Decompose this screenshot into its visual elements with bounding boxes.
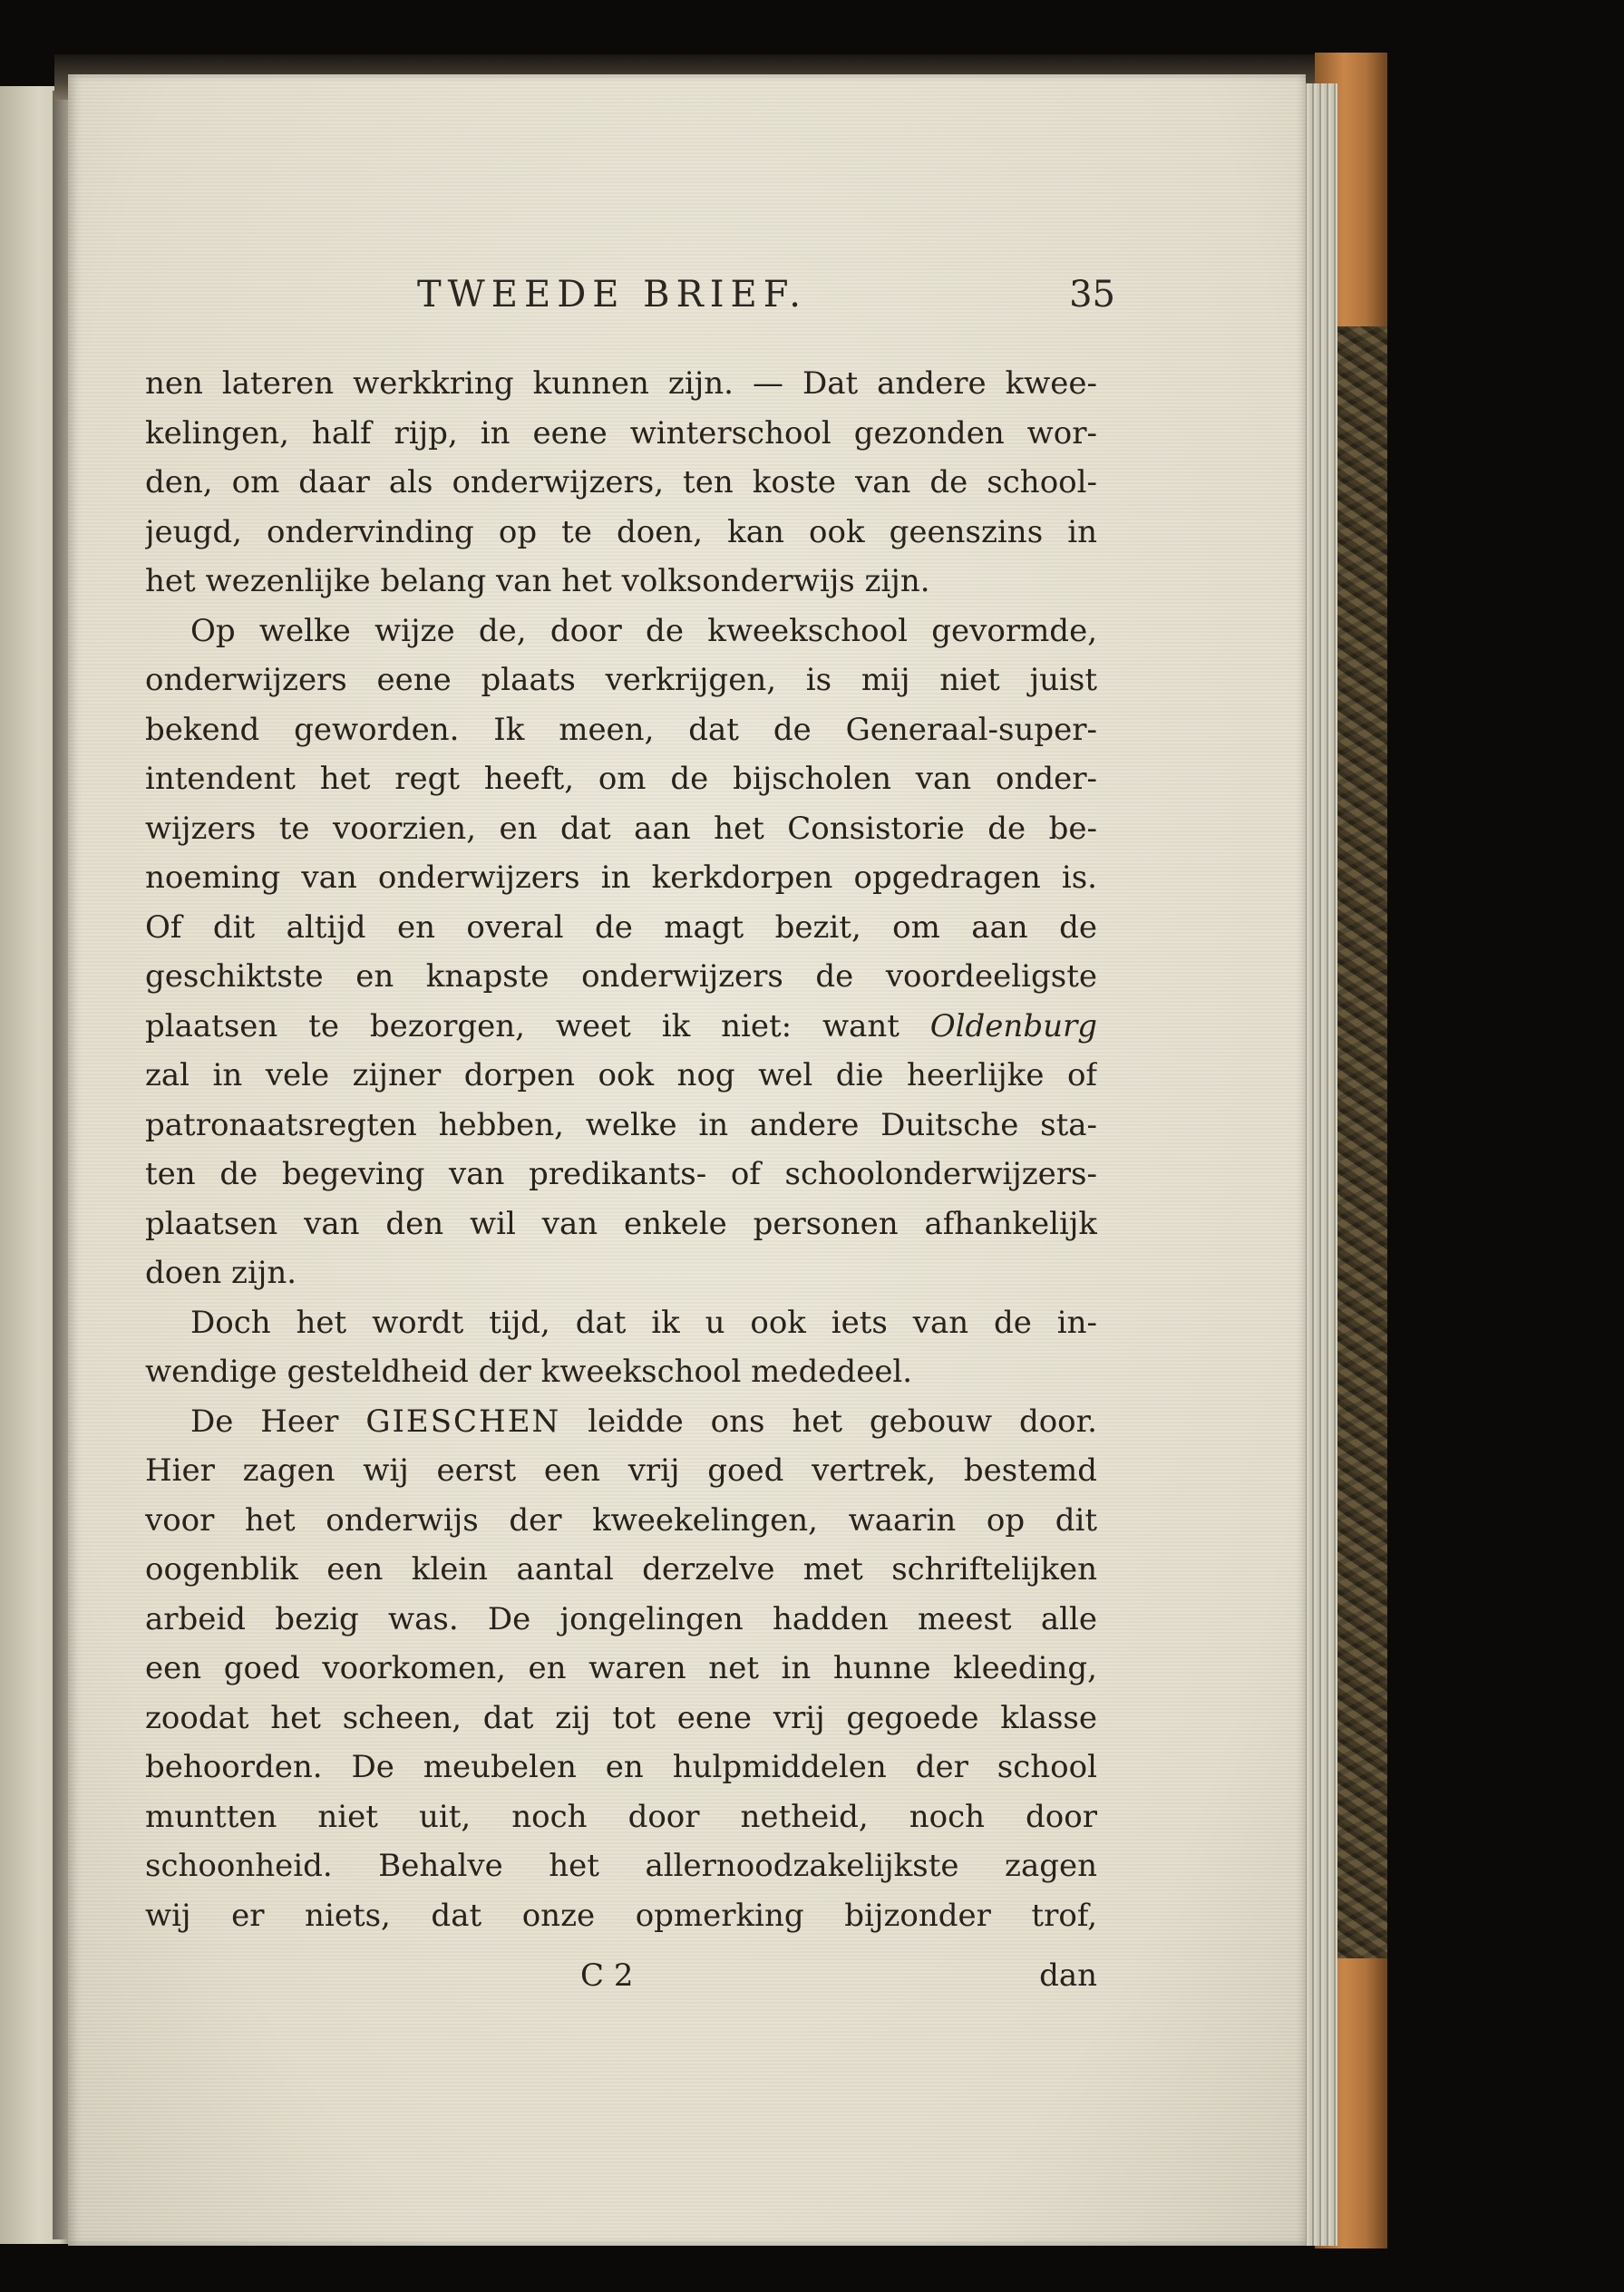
text-line: Doch het wordt tijd, dat ik u ook iets van de in- [190, 1304, 1097, 1341]
text-line: den, om daar als onderwijzers, ten koste van de school- [145, 464, 1097, 500]
text-line: onderwijzers eene plaats verkrijgen, is mij niet juist [145, 662, 1097, 698]
text-line: bekend geworden. Ik meen, dat de Generaal-super- [145, 711, 1097, 748]
page-footer [145, 1951, 1097, 2000]
page-number: 35 [1069, 274, 1115, 316]
text-line: Of dit altijd en overal de magt bezit, om aan de [145, 908, 1097, 946]
running-title: TWEEDE BRIEF. [417, 274, 807, 316]
text-line: jeugd, ondervinding op te doen, kan ook geenszins in [145, 513, 1097, 550]
text-line: kelingen, half rijp, in eene winterschool gezonden wor- [145, 414, 1097, 452]
text-line: zal in vele zijner dorpen ook nog wel die heerlijke of [145, 1057, 1097, 1093]
text-line: behoorden. De meubelen en hulpmiddelen der school [145, 1749, 1097, 1785]
catchword: dan [1039, 1957, 1097, 1994]
text-line: wijzers te voorzien, en dat aan het Consistorie de be- [145, 810, 1097, 847]
text-line: doen zijn. [145, 1255, 297, 1291]
text-line: patronaatsregten hebben, welke in andere Duitsche sta- [145, 1106, 1097, 1143]
text-line: oogenblik een klein aantal derzelve met schriftelijken [145, 1551, 1097, 1588]
text-line: intendent het regt heeft, om de bijscholen van onder- [145, 761, 1097, 797]
text-line: Op welke wijze de, door de kweekschool gevormde, [190, 612, 1097, 649]
text-line: ten de begeving van predikants- of schoolonderwijzers- [145, 1156, 1097, 1192]
text-line: zoodat het scheen, dat zij tot eene vrij gegoede klasse [145, 1699, 1097, 1736]
page-header [345, 272, 1115, 317]
line-text: leidde ons het gebouw door. [588, 1403, 1097, 1440]
text-line: muntten niet uit, noch door netheid, noch door [145, 1798, 1097, 1835]
body-text [145, 359, 1097, 1940]
line-text: plaatsen te bezorgen, weet ik niet: want [145, 1007, 900, 1044]
text-line: wij er niets, dat onze opmerking bijzonder trof, [145, 1897, 1097, 1934]
text-line [145, 1002, 1097, 1052]
text-line: plaatsen van den wil van enkele personen afhankelijk [145, 1205, 1097, 1242]
text-line: Hier zagen wij eerst een vrij goed vertrek, bestemd [145, 1452, 1097, 1489]
line-text: De Heer [190, 1403, 339, 1440]
text-line: voor het onderwijs der kweekelingen, waarin op dit [145, 1501, 1097, 1539]
italic-place-name: Oldenburg [929, 1007, 1097, 1044]
smallcaps-person-name: GIESCHEN [365, 1403, 561, 1440]
text-line: arbeid bezig was. De jongelingen hadden meest alle [145, 1600, 1097, 1637]
text-line: geschiktste en knapste onderwijzers de voordeeligste [145, 958, 1097, 995]
text-line: nen lateren werkkring kunnen zijn. — Dat andere kwee- [145, 365, 1097, 402]
signature-mark: C 2 [580, 1957, 634, 1994]
text-line: een goed voorkomen, en waren net in hunne kleeding, [145, 1650, 1097, 1686]
text-line: noeming van onderwijzers in kerkdorpen opgedragen is. [145, 860, 1097, 896]
text-line: wendige gesteldheid der kweekschool mededeel. [145, 1354, 913, 1390]
text-line: het wezenlijke belang van het volksonderwijs zijn. [145, 563, 930, 599]
text-line [145, 1397, 1097, 1447]
text-line: schoonheid. Behalve het allernoodzakelijkste zagen [145, 1848, 1097, 1884]
